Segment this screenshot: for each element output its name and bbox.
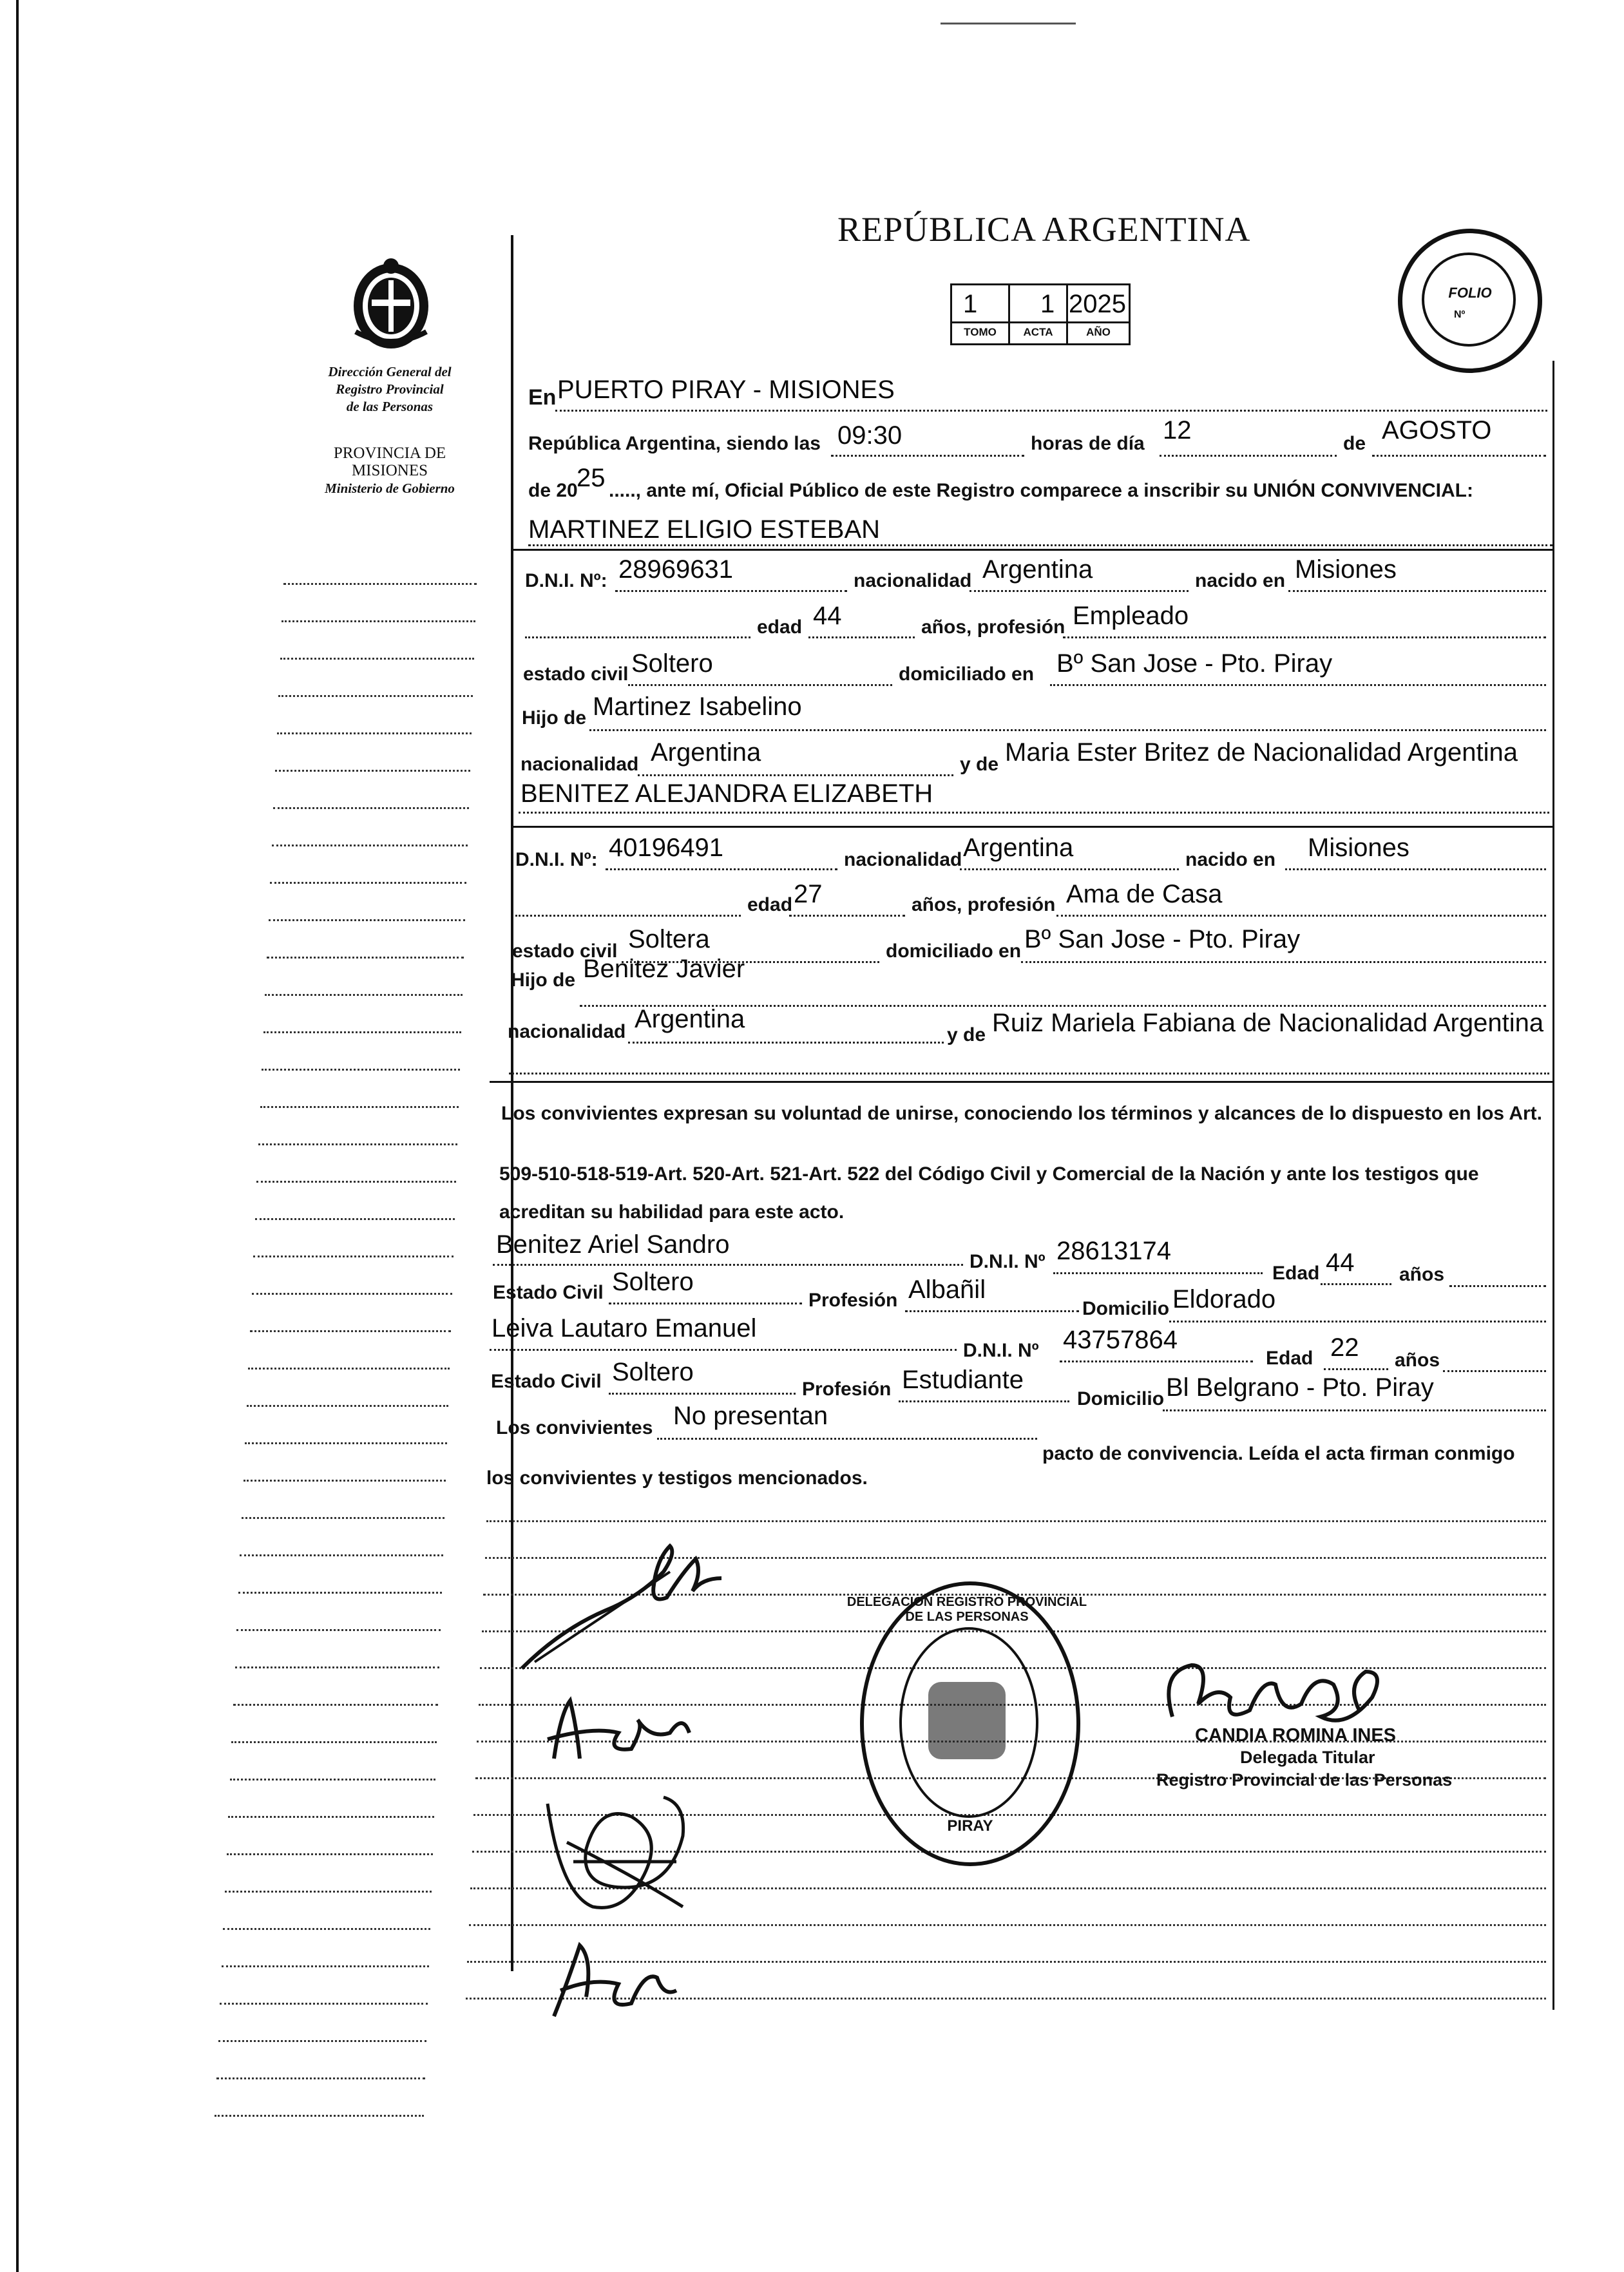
anio-value: 2025 [1069,290,1126,318]
left-vertical-border [16,0,19,2272]
office-stamp [846,1581,1087,1866]
province-line-2: MISIONES [351,462,428,479]
signature-2 [541,1688,709,1771]
witness1-age-value: 44 [1326,1248,1355,1277]
place-value: PUERTO PIRAY - MISIONES [557,376,895,404]
stamp-emblem [928,1682,1006,1759]
margin-line [250,1330,451,1332]
official-name: CANDIA ROMINA INES [1195,1725,1397,1746]
witness2-name: Leiva Lautaro Emanuel [492,1314,757,1342]
witness2-address-label: Domicilio [1077,1388,1165,1409]
person1-nationality-label: nacionalidad [854,570,972,591]
margin-line [256,1181,456,1183]
stamp-ring-text: DELEGACION REGISTRO PROVINCIAL DE LAS PERSONAS [846,1595,1087,1624]
person1-dni-value: 28969631 [618,555,733,584]
person2-age-value: 27 [794,880,823,908]
pact-suffix: pacto de convivencia. Leída el acta firman conmigo [1042,1443,1515,1464]
margin-line [262,1069,460,1071]
official-office: Registro Provincial de las Personas [1156,1770,1453,1790]
margin-line [282,620,475,622]
margin-line [240,1554,443,1556]
person2-born-value: Misiones [1308,834,1409,862]
margin-line [242,1517,444,1519]
margin-line [277,732,472,734]
provincial-coat-of-arms [343,254,439,354]
witness1-name: Benitez Ariel Sandro [496,1230,730,1259]
folio-seal [1398,229,1542,373]
tomo-value: 1 [963,290,978,318]
scan-mark [941,23,1076,24]
institution-line-2: Registro Provincial [336,381,444,397]
person2-nationality-value: Argentina [963,834,1074,862]
ministry-line: Ministerio de Gobierno [325,481,455,496]
pact-prefix: Los convivientes [496,1417,653,1438]
margin-line [244,1480,446,1482]
person1-full-name: MARTINEZ ELIGIO ESTEBAN [528,515,881,544]
person2-address-value: Bº San Jose - Pto. Piray [1024,925,1301,953]
person1-profession-value: Empleado [1073,602,1189,630]
margin-line [270,882,466,884]
margin-line [245,1442,447,1444]
form-right-border [1552,361,1554,2010]
margin-line [267,957,464,959]
person1-profession-label: años, profesión [921,616,1065,638]
person2-father-nat-label: nacionalidad [508,1021,626,1042]
person2-profession-value: Ama de Casa [1066,880,1223,908]
witness2-age-value: 22 [1330,1333,1359,1362]
margin-line [255,1218,455,1220]
section-divider-3 [490,1081,1552,1083]
anio-label: AÑO [1086,326,1111,338]
margin-line [247,1405,448,1407]
person2-address-label: domiciliado en [886,940,1022,962]
time-prefix: República Argentina, siendo las [528,433,821,454]
signature-4 [548,1933,689,2023]
person2-nationality-label: nacionalidad [844,849,962,870]
witness1-dni-value: 28613174 [1056,1237,1171,1265]
witness2-dni-label: D.N.I. Nº [963,1340,1039,1361]
person2-profession-label: años, profesión [912,894,1056,915]
margin-line [252,1293,452,1295]
day-value: 12 [1163,416,1192,444]
declaration-line-3: acreditan su habilidad para este acto. [499,1201,845,1223]
margin-line [258,1143,457,1145]
margin-line [278,695,473,697]
person2-father-nat-value: Argentina [635,1005,745,1033]
official-role: Delegada Titular [1240,1748,1375,1767]
margin-line [218,2040,426,2042]
institution-line-1: Dirección General del [328,364,452,379]
time-value: 09:30 [837,421,903,450]
margin-line [222,1965,429,1967]
margin-line [260,1106,459,1108]
person1-civil-value: Soltero [631,649,713,678]
margin-line [275,770,470,772]
person2-mother-value: Ruiz Mariela Fabiana de Nacionalidad Argentina [992,1009,1544,1037]
margin-line [216,2077,425,2079]
margin-line [230,1779,435,1780]
witness2-age-label: Edad [1266,1348,1314,1369]
record-statement: ....., ante mí, Oficial Público de este Registro comparece a inscribir su UNIÓN CONVIVENCIAL: [609,480,1474,501]
witness1-profession-label: Profesión [808,1290,898,1311]
margin-line [235,1666,439,1668]
margin-line [263,1031,461,1033]
person2-father-label: Hijo de [511,969,576,991]
section-divider-2 [512,826,1554,828]
witness1-civil-value: Soltero [612,1268,694,1296]
person2-mother-label: y de [947,1024,986,1045]
acta-value: 1 [1040,290,1055,318]
tomo-acta-anio-box [950,283,1131,345]
person2-dni-label: D.N.I. Nº: [515,849,598,870]
place-prefix: En [528,385,557,410]
de-label: de [1343,433,1366,454]
month-value: AGOSTO [1382,416,1492,444]
folio-number-label: Nº [1454,309,1466,320]
margin-line [236,1629,441,1631]
signature-3 [535,1778,702,1926]
witness1-address-label: Domicilio [1082,1298,1170,1319]
witness1-profession-value: Albañil [908,1275,986,1304]
person1-born-label: nacido en [1195,570,1286,591]
folio-label: FOLIO [1448,285,1492,301]
person2-civil-value: Soltera [628,925,710,953]
margin-line [283,583,477,585]
witness2-years-label: años [1395,1350,1440,1371]
person2-age-label: edad [747,894,793,915]
acta-label: ACTA [1023,326,1053,338]
margin-line [273,807,469,809]
person2-full-name: BENITEZ ALEJANDRA ELIZABETH [521,779,933,808]
hours-label: horas de día [1031,433,1145,454]
witness1-civil-label: Estado Civil [493,1282,604,1303]
person1-civil-label: estado civil [523,663,629,685]
margin-line [238,1592,442,1594]
year-value: 25 [577,464,606,492]
margin-line [280,658,474,660]
person1-age-value: 44 [813,602,842,630]
stamp-bottom-text: PIRAY [947,1817,993,1835]
declaration-line-2: 509-510-518-519-Art. 520-Art. 521-Art. 522 del Código Civil y Comercial de la Nación y ante los testigos que [499,1163,1479,1185]
person1-age-label: edad [757,616,803,638]
form-empty-line [486,1520,1546,1522]
margin-line [228,1816,434,1818]
pact-closing: los convivientes y testigos mencionados. [486,1467,868,1489]
person1-mother-label: y de [960,754,999,775]
margin-line [269,919,465,921]
witness2-dni-value: 43757864 [1063,1326,1178,1354]
person1-dni-label: D.N.I. Nº: [525,570,607,591]
person1-father-nat-value: Argentina [651,738,761,767]
margin-line [272,845,468,846]
province-line-1: PROVINCIA DE [333,444,446,462]
margin-line [227,1853,433,1855]
person1-mother-value: Maria Ester Britez de Nacionalidad Argentina [1005,738,1518,767]
witness1-address-value: Eldorado [1172,1285,1276,1313]
person1-father-nat-label: nacionalidad [521,754,639,775]
margin-line [215,2115,424,2117]
signature-1 [509,1533,747,1681]
person1-address-value: Bº San Jose - Pto. Piray [1056,649,1333,678]
person1-father-label: Hijo de [522,707,587,729]
margin-line [231,1741,437,1743]
witness2-civil-value: Soltero [612,1358,694,1386]
margin-line [223,1928,430,1930]
margin-line [248,1368,450,1370]
person2-born-label: nacido en [1185,849,1276,870]
tomo-label: TOMO [964,326,997,338]
person2-dni-value: 40196491 [609,834,723,862]
person1-father-value: Martinez Isabelino [593,692,802,721]
pact-value: No presentan [673,1402,828,1430]
margin-line [233,1704,438,1706]
section-divider-1 [512,549,1554,551]
person1-nationality-value: Argentina [982,555,1093,584]
margin-line [220,2003,428,2005]
witness2-address-value: Bl Belgrano - Pto. Piray [1166,1373,1434,1402]
margin-line [225,1891,432,1893]
person2-father-value: Benitez Javier [583,955,745,983]
person1-address-label: domiciliado en [899,663,1035,685]
person2-civil-label: estado civil [512,940,618,962]
country-title: REPÚBLICA ARGENTINA [837,210,1251,249]
year-prefix: de 20 [528,480,578,501]
person1-born-value: Misiones [1295,555,1397,584]
witness1-dni-label: D.N.I. Nº [970,1251,1046,1272]
margin-line [253,1255,454,1257]
witness1-years-label: años [1399,1264,1445,1285]
witness2-civil-label: Estado Civil [491,1371,602,1392]
margin-line [265,994,463,996]
institution-line-3: de las Personas [346,399,434,414]
witness1-age-label: Edad [1272,1263,1320,1284]
witness2-profession-value: Estudiante [902,1366,1024,1394]
witness2-profession-label: Profesión [802,1379,892,1400]
declaration-line-1: Los convivientes expresan su voluntad de unirse, conociendo los términos y alcances de lo dispuesto en los Art. [501,1103,1542,1124]
